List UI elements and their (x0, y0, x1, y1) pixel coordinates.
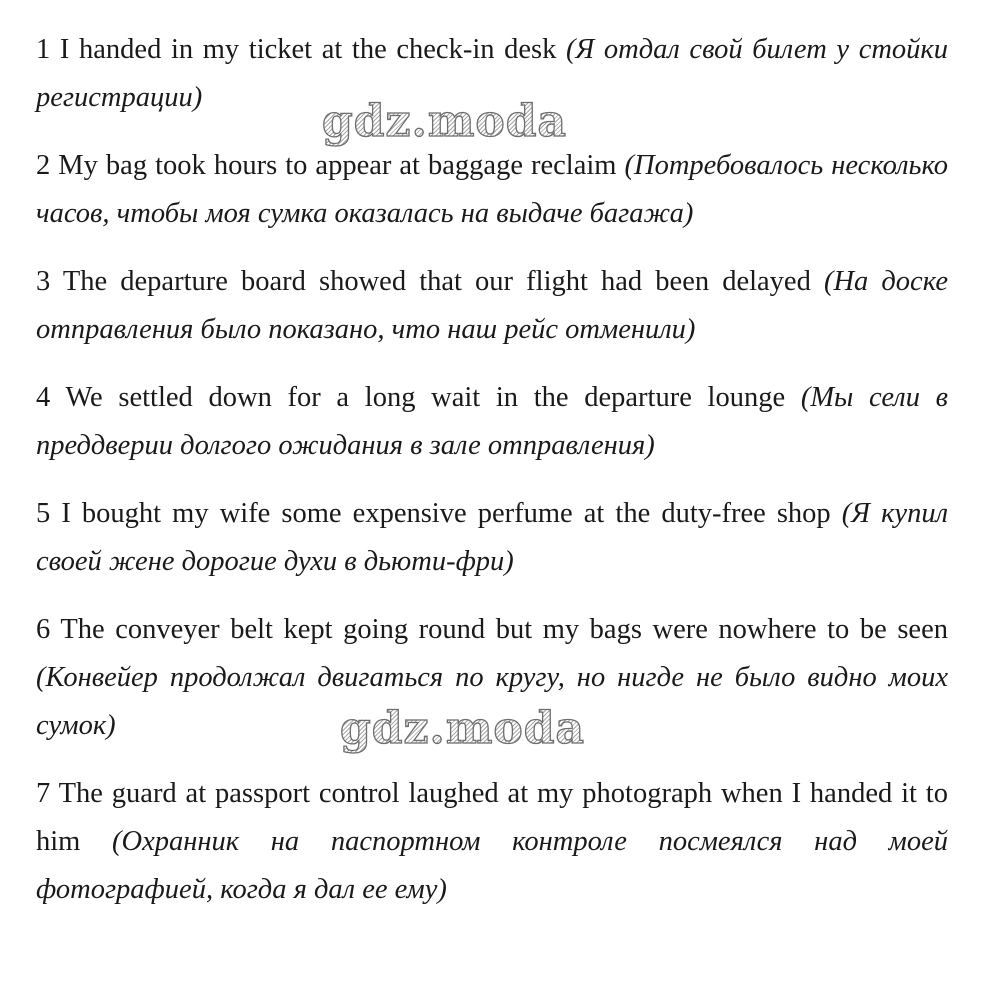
answer-item-4 (36, 374, 948, 470)
item-number: 2 (36, 150, 51, 181)
answer-item-7 (36, 770, 948, 914)
item-number: 3 (36, 266, 51, 297)
english-sentence: We settled down for a long wait in the departure lounge (65, 382, 786, 413)
answer-list (36, 26, 948, 934)
english-sentence: The conveyer belt kept going round but my bags were nowhere to be seen (60, 614, 948, 645)
item-number: 5 (36, 498, 51, 529)
watermark-logo: gdz.moda (322, 96, 568, 147)
watermark-logo: gdz.moda (340, 703, 586, 754)
english-sentence: The departure board showed that our flight had been delayed (62, 266, 811, 297)
english-sentence: I bought my wife some expensive perfume at the duty-free shop (61, 498, 831, 529)
answer-item-3 (36, 258, 948, 354)
russian-translation: (Охранник на паспортном контроле посмеялся над моей фотографией, когда я дал ее ему) (36, 826, 949, 905)
item-number: 6 (36, 614, 51, 645)
russian-translation: (Конвейер продолжал двигаться по кругу, но нигде не было видно моих сумок) (36, 662, 948, 741)
russian-translation: (На доске отправления было показано, что наш рейс отменили) (36, 266, 948, 345)
answer-item-5 (36, 490, 948, 586)
russian-translation: (Я отдал свой билет у стойки регистрации) (36, 34, 949, 113)
russian-translation: (Потребовалось несколько часов, чтобы моя сумка оказалась на выдаче багажа) (36, 150, 949, 229)
english-sentence: My bag took hours to appear at baggage reclaim (58, 150, 617, 181)
english-sentence: I handed in my ticket at the check-in desk (59, 34, 557, 65)
russian-translation: (Мы сели в преддверии долгого ожидания в зале отправления) (36, 382, 949, 461)
item-number: 4 (36, 382, 51, 413)
item-number: 7 (36, 778, 51, 809)
english-sentence: The guard at passport control laughed at my photograph when I handed it to him (36, 778, 948, 857)
item-number: 1 (36, 34, 51, 65)
russian-translation: (Я купил своей жене дорогие духи в дьюти-фри) (36, 498, 949, 577)
answer-item-2 (36, 142, 948, 238)
